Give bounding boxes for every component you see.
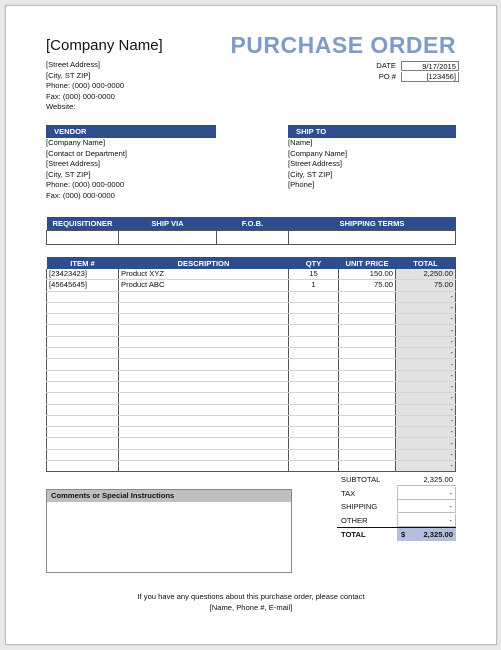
unit-price-cell[interactable]: 150.00 xyxy=(339,269,396,280)
unit-price-cell[interactable] xyxy=(339,325,396,336)
qty-cell[interactable]: 1 xyxy=(289,280,339,291)
date-label: DATE xyxy=(376,61,396,70)
table-row[interactable] xyxy=(47,291,456,302)
unit-price-cell[interactable] xyxy=(339,370,396,381)
vendor-line[interactable]: [Company Name] xyxy=(46,138,106,147)
phone-line: Phone: (000) 000-0000 xyxy=(46,81,125,91)
line-total-cell: - xyxy=(396,404,456,415)
table-row[interactable] xyxy=(47,404,456,415)
subtotal-label: SUBTOTAL xyxy=(341,475,381,485)
vendor-block xyxy=(46,138,127,202)
item-number-cell[interactable] xyxy=(47,359,119,370)
unit-price-cell[interactable] xyxy=(339,381,396,392)
currency-symbol: $ xyxy=(401,530,406,540)
description-cell[interactable] xyxy=(119,427,289,438)
line-total-cell: - xyxy=(396,415,456,426)
line-total-cell: - xyxy=(396,302,456,313)
item-number-cell[interactable]: [45645645] xyxy=(47,280,119,291)
ship-to-line[interactable]: [Name] xyxy=(288,138,313,147)
description-cell[interactable] xyxy=(119,438,289,449)
fax-line: Fax: (000) 000-0000 xyxy=(46,91,115,101)
company-address xyxy=(46,60,124,113)
totals-block xyxy=(337,473,456,542)
table-row[interactable] xyxy=(47,269,456,280)
qty-header: QTY xyxy=(289,257,339,269)
grand-total-label: TOTAL xyxy=(341,530,366,540)
qty-cell[interactable] xyxy=(289,314,339,325)
unit-price-cell[interactable] xyxy=(339,438,396,449)
item-number-cell[interactable] xyxy=(47,381,119,392)
footer-contact-line: If you have any questions about this purchase order, please contact xyxy=(137,592,365,601)
qty-cell[interactable] xyxy=(289,336,339,347)
qty-cell[interactable] xyxy=(289,393,339,404)
address-line: [City, ST ZIP] xyxy=(46,70,91,80)
unit-price-cell[interactable] xyxy=(339,404,396,415)
unit-price-cell[interactable] xyxy=(339,415,396,426)
tax-field[interactable]: - xyxy=(397,487,456,500)
qty-cell[interactable] xyxy=(289,359,339,370)
description-cell[interactable] xyxy=(119,370,289,381)
line-total-cell: - xyxy=(396,359,456,370)
line-total-cell: - xyxy=(396,393,456,404)
fob-cell[interactable] xyxy=(217,231,289,245)
description-cell[interactable] xyxy=(119,302,289,313)
qty-cell[interactable] xyxy=(289,438,339,449)
description-cell[interactable] xyxy=(119,393,289,404)
qty-cell[interactable]: 15 xyxy=(289,269,339,280)
ship-to-line[interactable]: [City, ST ZIP] xyxy=(288,169,333,179)
item-number-cell[interactable] xyxy=(47,393,119,404)
order-meta xyxy=(356,60,459,82)
line-total-cell: - xyxy=(396,314,456,325)
qty-cell[interactable] xyxy=(289,381,339,392)
item-number-cell[interactable] xyxy=(47,461,119,472)
fob-header: F.O.B. xyxy=(217,217,289,231)
table-row[interactable] xyxy=(47,280,456,291)
table-row[interactable] xyxy=(47,449,456,460)
unit-price-cell[interactable] xyxy=(339,461,396,472)
po-number-label: PO # xyxy=(378,72,396,81)
table-row[interactable] xyxy=(47,314,456,325)
description-cell[interactable] xyxy=(119,291,289,302)
line-total-cell: - xyxy=(396,427,456,438)
item-number-cell[interactable] xyxy=(47,427,119,438)
other-label: OTHER xyxy=(341,515,368,525)
line-total-cell: - xyxy=(396,291,456,302)
line-total-cell: - xyxy=(396,438,456,449)
item-number-header: ITEM # xyxy=(47,257,119,269)
item-number-cell[interactable] xyxy=(47,291,119,302)
item-number-cell[interactable] xyxy=(47,314,119,325)
shipping-terms-cell[interactable] xyxy=(289,231,456,245)
line-total-cell: - xyxy=(396,449,456,460)
description-cell[interactable] xyxy=(119,336,289,347)
qty-cell[interactable] xyxy=(289,370,339,381)
description-cell[interactable] xyxy=(119,404,289,415)
table-row[interactable] xyxy=(47,336,456,347)
table-row[interactable] xyxy=(47,415,456,426)
comments-box[interactable] xyxy=(46,489,292,573)
po-number-field[interactable]: [123456] xyxy=(401,72,459,82)
ship-via-header: SHIP VIA xyxy=(119,217,217,231)
table-row[interactable] xyxy=(47,427,456,438)
ship-to-line[interactable]: [Phone] xyxy=(288,180,315,190)
item-number-cell[interactable] xyxy=(47,302,119,313)
description-cell[interactable] xyxy=(119,381,289,392)
unit-price-header: UNIT PRICE xyxy=(339,257,396,269)
qty-cell[interactable] xyxy=(289,461,339,472)
table-row[interactable] xyxy=(47,461,456,472)
description-cell[interactable]: Product XYZ xyxy=(119,269,289,280)
item-number-cell[interactable] xyxy=(47,370,119,381)
description-cell[interactable] xyxy=(119,449,289,460)
line-total-cell: - xyxy=(396,461,456,472)
table-row[interactable] xyxy=(47,348,456,359)
qty-cell[interactable] xyxy=(289,404,339,415)
item-number-cell[interactable]: [23423423] xyxy=(47,269,119,280)
shipping-terms-header: SHIPPING TERMS xyxy=(289,217,456,231)
qty-cell[interactable] xyxy=(289,291,339,302)
company-name: [Company Name] xyxy=(46,37,163,54)
website-line: Website: xyxy=(46,102,76,112)
purchase-order-page xyxy=(5,5,497,645)
qty-cell[interactable] xyxy=(289,348,339,359)
description-cell[interactable] xyxy=(119,325,289,336)
table-row[interactable] xyxy=(47,381,456,392)
item-number-cell[interactable] xyxy=(47,325,119,336)
ship-via-cell[interactable] xyxy=(119,231,217,245)
requisitioner-cell[interactable] xyxy=(47,231,119,245)
tax-label: TAX xyxy=(341,488,356,498)
description-cell[interactable] xyxy=(119,314,289,325)
item-number-cell[interactable] xyxy=(47,438,119,449)
line-total-cell: 75.00 xyxy=(396,280,456,291)
date-field[interactable]: 9/17/2015 xyxy=(401,61,459,71)
unit-price-cell[interactable] xyxy=(339,348,396,359)
requisitioner-header: REQUISITIONER xyxy=(47,217,119,231)
item-number-cell[interactable] xyxy=(47,449,119,460)
document-title: PURCHASE ORDER xyxy=(230,32,456,58)
other-field[interactable]: - xyxy=(397,514,456,527)
line-total-cell: - xyxy=(396,348,456,359)
vendor-line[interactable]: Fax: (000) 000-0000 xyxy=(46,190,115,200)
shipping-info-table xyxy=(46,217,456,245)
unit-price-cell[interactable] xyxy=(339,314,396,325)
unit-price-cell[interactable]: 75.00 xyxy=(339,280,396,291)
qty-cell[interactable] xyxy=(289,427,339,438)
description-cell[interactable] xyxy=(119,461,289,472)
total-header: TOTAL xyxy=(396,257,456,269)
table-row[interactable] xyxy=(47,325,456,336)
unit-price-cell[interactable] xyxy=(339,393,396,404)
unit-price-cell[interactable] xyxy=(339,359,396,370)
description-cell[interactable] xyxy=(119,348,289,359)
shipping-field[interactable]: - xyxy=(397,500,456,513)
item-number-cell[interactable] xyxy=(47,404,119,415)
ship-to-line[interactable]: [Company Name] xyxy=(288,148,348,158)
ship-to-line[interactable]: [Street Address] xyxy=(288,159,343,169)
line-total-cell: - xyxy=(396,325,456,336)
qty-cell[interactable] xyxy=(289,415,339,426)
qty-cell[interactable] xyxy=(289,325,339,336)
description-header: DESCRIPTION xyxy=(119,257,289,269)
table-row[interactable] xyxy=(47,359,456,370)
address-line: [Street Address] xyxy=(46,60,101,69)
unit-price-cell[interactable] xyxy=(339,449,396,460)
description-cell[interactable]: Product ABC xyxy=(119,280,289,291)
item-number-cell[interactable] xyxy=(47,336,119,347)
vendor-line[interactable]: [Street Address] xyxy=(46,159,101,169)
line-total-cell: - xyxy=(396,336,456,347)
shipping-label: SHIPPING xyxy=(341,502,378,512)
table-row[interactable] xyxy=(47,302,456,313)
footer-contact-info: [Name, Phone #, E-mail] xyxy=(209,603,293,612)
description-cell[interactable] xyxy=(119,415,289,426)
comments-heading: Comments or Special Instructions xyxy=(47,490,291,502)
ship-to-block xyxy=(288,138,347,191)
line-items-table xyxy=(46,257,456,472)
ship-to-heading: SHIP TO xyxy=(288,125,456,138)
vendor-heading: VENDOR xyxy=(46,125,216,138)
vendor-line[interactable]: [Contact or Department] xyxy=(46,148,128,158)
line-total-cell: - xyxy=(396,381,456,392)
unit-price-cell[interactable] xyxy=(339,291,396,302)
vendor-line[interactable]: [City, ST ZIP] xyxy=(46,169,91,179)
unit-price-cell[interactable] xyxy=(339,427,396,438)
vendor-line[interactable]: Phone: (000) 000-0000 xyxy=(46,180,125,190)
grand-total-value xyxy=(397,528,456,541)
item-number-cell[interactable] xyxy=(47,348,119,359)
qty-cell[interactable] xyxy=(289,302,339,313)
table-row[interactable] xyxy=(47,370,456,381)
item-number-cell[interactable] xyxy=(47,415,119,426)
grand-total-amount: 2,325.00 xyxy=(423,530,453,540)
unit-price-cell[interactable] xyxy=(339,302,396,313)
line-total-cell: 2,250.00 xyxy=(396,269,456,280)
subtotal-value: 2,325.00 xyxy=(397,473,456,486)
line-total-cell: - xyxy=(396,370,456,381)
description-cell[interactable] xyxy=(119,359,289,370)
table-row[interactable] xyxy=(47,393,456,404)
table-row[interactable] xyxy=(47,438,456,449)
qty-cell[interactable] xyxy=(289,449,339,460)
unit-price-cell[interactable] xyxy=(339,336,396,347)
